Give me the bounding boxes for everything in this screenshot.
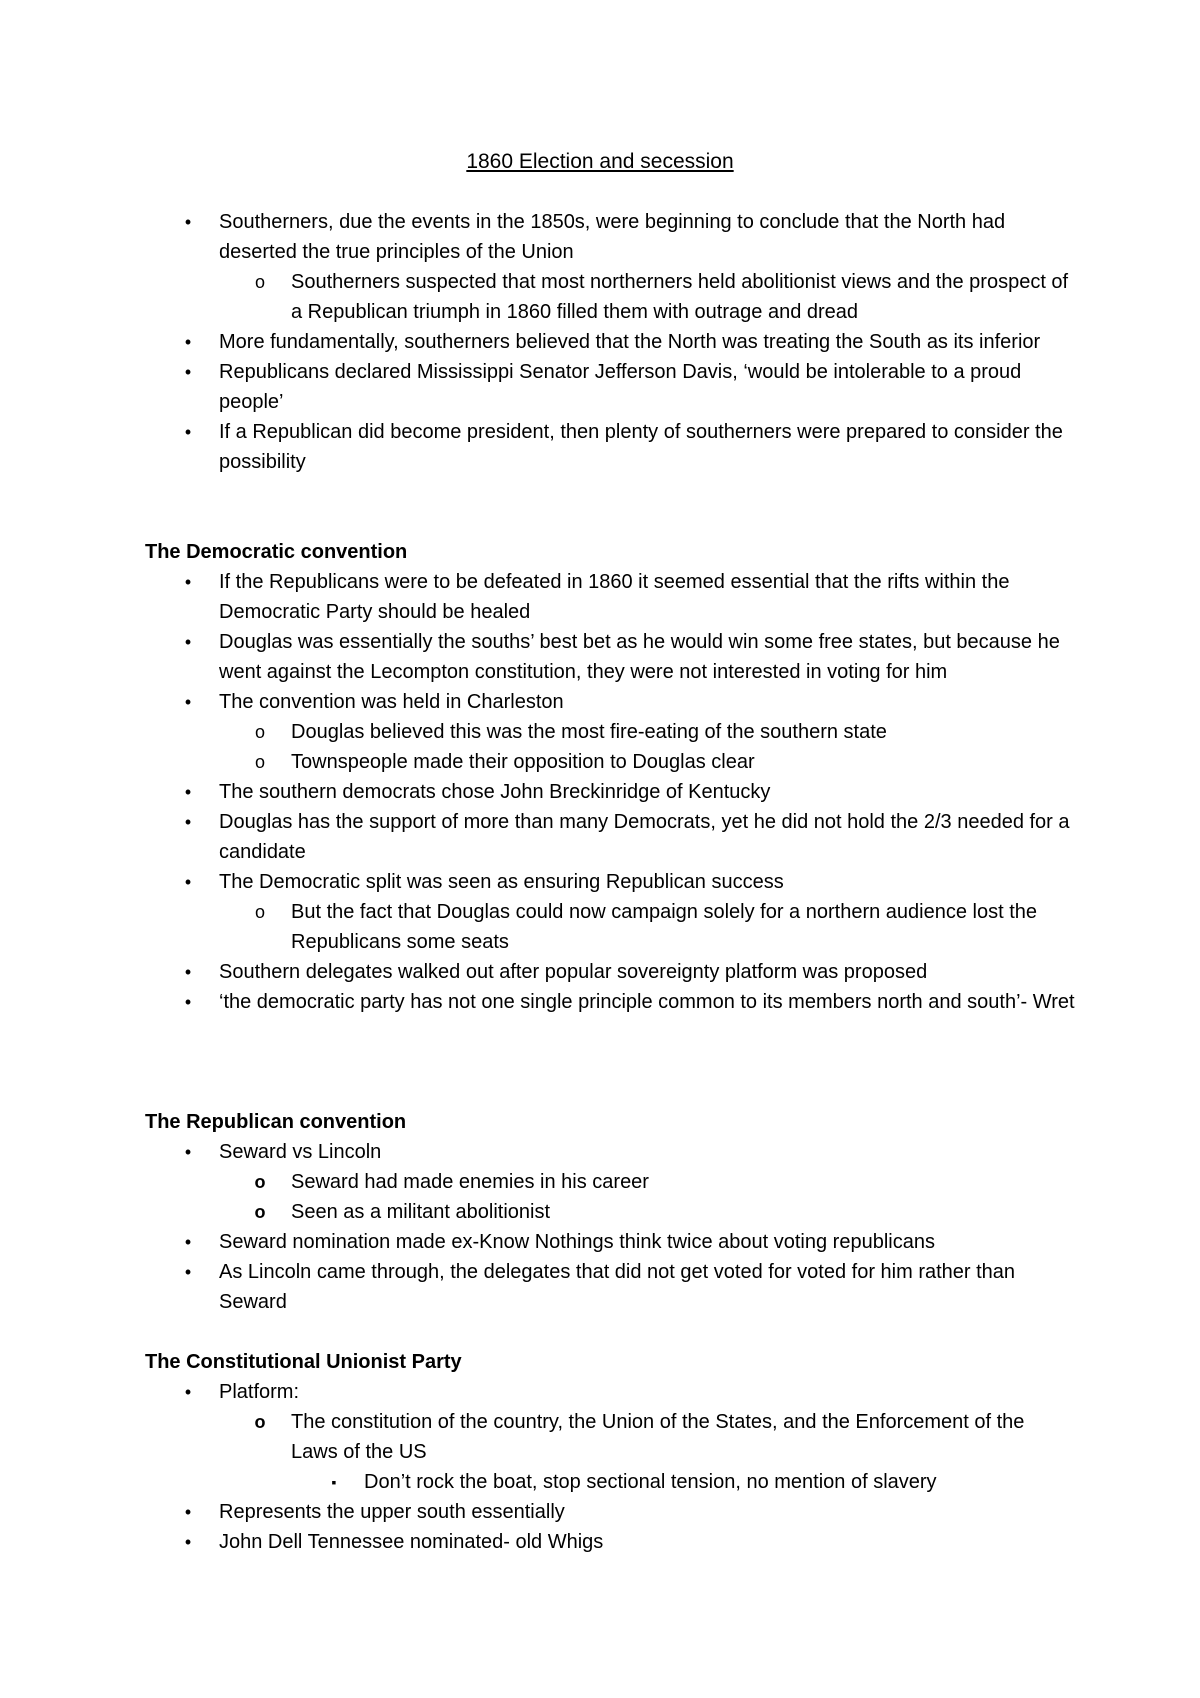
bullet-disc-icon: • [184,1262,192,1282]
list-item: • Southern delegates walked out after popular sovereignty platform was proposed [145,957,1075,987]
unionist-list [145,1377,1075,1557]
intro-section [145,207,1075,477]
bullet-circle-icon: o [254,1412,266,1432]
list-item: • ‘the democratic party has not one single principle common to its members north and south’- Wret [145,987,1075,1017]
bullet-disc-icon: • [184,362,192,382]
list-item: o Seen as a militant abolitionist [145,1197,1075,1227]
bullet-square-icon: ▪ [331,1474,337,1490]
list-item: • Southerners, due the events in the 1850s, were beginning to conclude that the North had deserted the true principles of the Union [145,207,1075,267]
list-item: o Southerners suspected that most northerners held abolitionist views and the prospect of a Republican triumph in 1860 filled them with outrage and dread [145,267,1075,327]
list-item: • The convention was held in Charleston [145,687,1075,717]
list-item: o The constitution of the country, the Union of the States, and the Enforcement of the Laws of the US [145,1407,1075,1467]
bullet-circle-icon: o [254,752,265,772]
bullet-disc-icon: • [184,422,192,442]
bullet-disc-icon: • [184,632,192,652]
bullet-circle-icon: o [254,902,265,922]
list-item: • If the Republicans were to be defeated in 1860 it seemed essential that the rifts within the Democratic Party should be healed [145,567,1075,627]
bullet-disc-icon: • [184,1502,192,1522]
list-item: • If a Republican did become president, then plenty of southerners were prepared to consider the possibility [145,417,1075,477]
list-item: • Seward vs Lincoln [145,1137,1075,1167]
bullet-circle-icon: o [254,272,265,292]
bullet-disc-icon: • [184,812,192,832]
bullet-disc-icon: • [184,992,192,1012]
unionist-section [145,1347,1075,1557]
section-heading: The Republican convention [145,1111,407,1133]
section-heading: The Democratic convention [145,541,408,563]
bullet-disc-icon: • [184,332,192,352]
intro-list [145,207,1075,477]
bullet-disc-icon: • [184,1232,192,1252]
list-item: • Seward nomination made ex-Know Nothings think twice about voting republicans [145,1227,1075,1257]
list-item: • The Democratic split was seen as ensuring Republican success [145,867,1075,897]
bullet-disc-icon: • [184,1532,192,1552]
list-item: o But the fact that Douglas could now campaign solely for a northern audience lost the Republicans some seats [145,897,1075,957]
bullet-disc-icon: • [184,872,192,892]
republican-section [145,1107,1075,1317]
bullet-disc-icon: • [184,782,192,802]
list-item: • Represents the upper south essentially [145,1497,1075,1527]
list-item: o Townspeople made their opposition to Douglas clear [145,747,1075,777]
bullet-disc-icon: • [184,1142,192,1162]
list-item: • More fundamentally, southerners believed that the North was treating the South as its inferior [145,327,1075,357]
republican-list [145,1137,1075,1317]
bullet-disc-icon: • [184,572,192,592]
list-item: o Seward had made enemies in his career [145,1167,1075,1197]
bullet-disc-icon: • [184,962,192,982]
bullet-circle-icon: o [254,722,265,742]
list-item: • Platform: [145,1377,1075,1407]
list-item: o Douglas believed this was the most fire-eating of the southern state [145,717,1075,747]
list-item: ▪ Don’t rock the boat, stop sectional tension, no mention of slavery [145,1467,1075,1497]
bullet-disc-icon: • [184,692,192,712]
bullet-circle-icon: o [254,1202,266,1222]
list-item: • John Dell Tennessee nominated- old Whigs [145,1527,1075,1557]
list-item: • As Lincoln came through, the delegates that did not get voted for voted for him rather than Seward [145,1257,1075,1317]
democratic-list [145,567,1075,1017]
section-heading: The Constitutional Unionist Party [145,1351,462,1373]
list-item: • Republicans declared Mississippi Senator Jefferson Davis, ‘would be intolerable to a proud people’ [145,357,1075,417]
bullet-disc-icon: • [184,212,192,232]
bullet-circle-icon: o [254,1172,266,1192]
list-item: • Douglas has the support of more than many Democrats, yet he did not hold the 2/3 needed for a candidate [145,807,1075,867]
page-title: 1860 Election and secession [466,150,734,173]
list-item: • The southern democrats chose John Breckinridge of Kentucky [145,777,1075,807]
bullet-disc-icon: • [184,1382,192,1402]
list-item: • Douglas was essentially the souths’ best bet as he would win some free states, but because he went against the Lecompton constitution, they were not interested in voting for him [145,627,1075,687]
democratic-section [145,537,1075,1017]
